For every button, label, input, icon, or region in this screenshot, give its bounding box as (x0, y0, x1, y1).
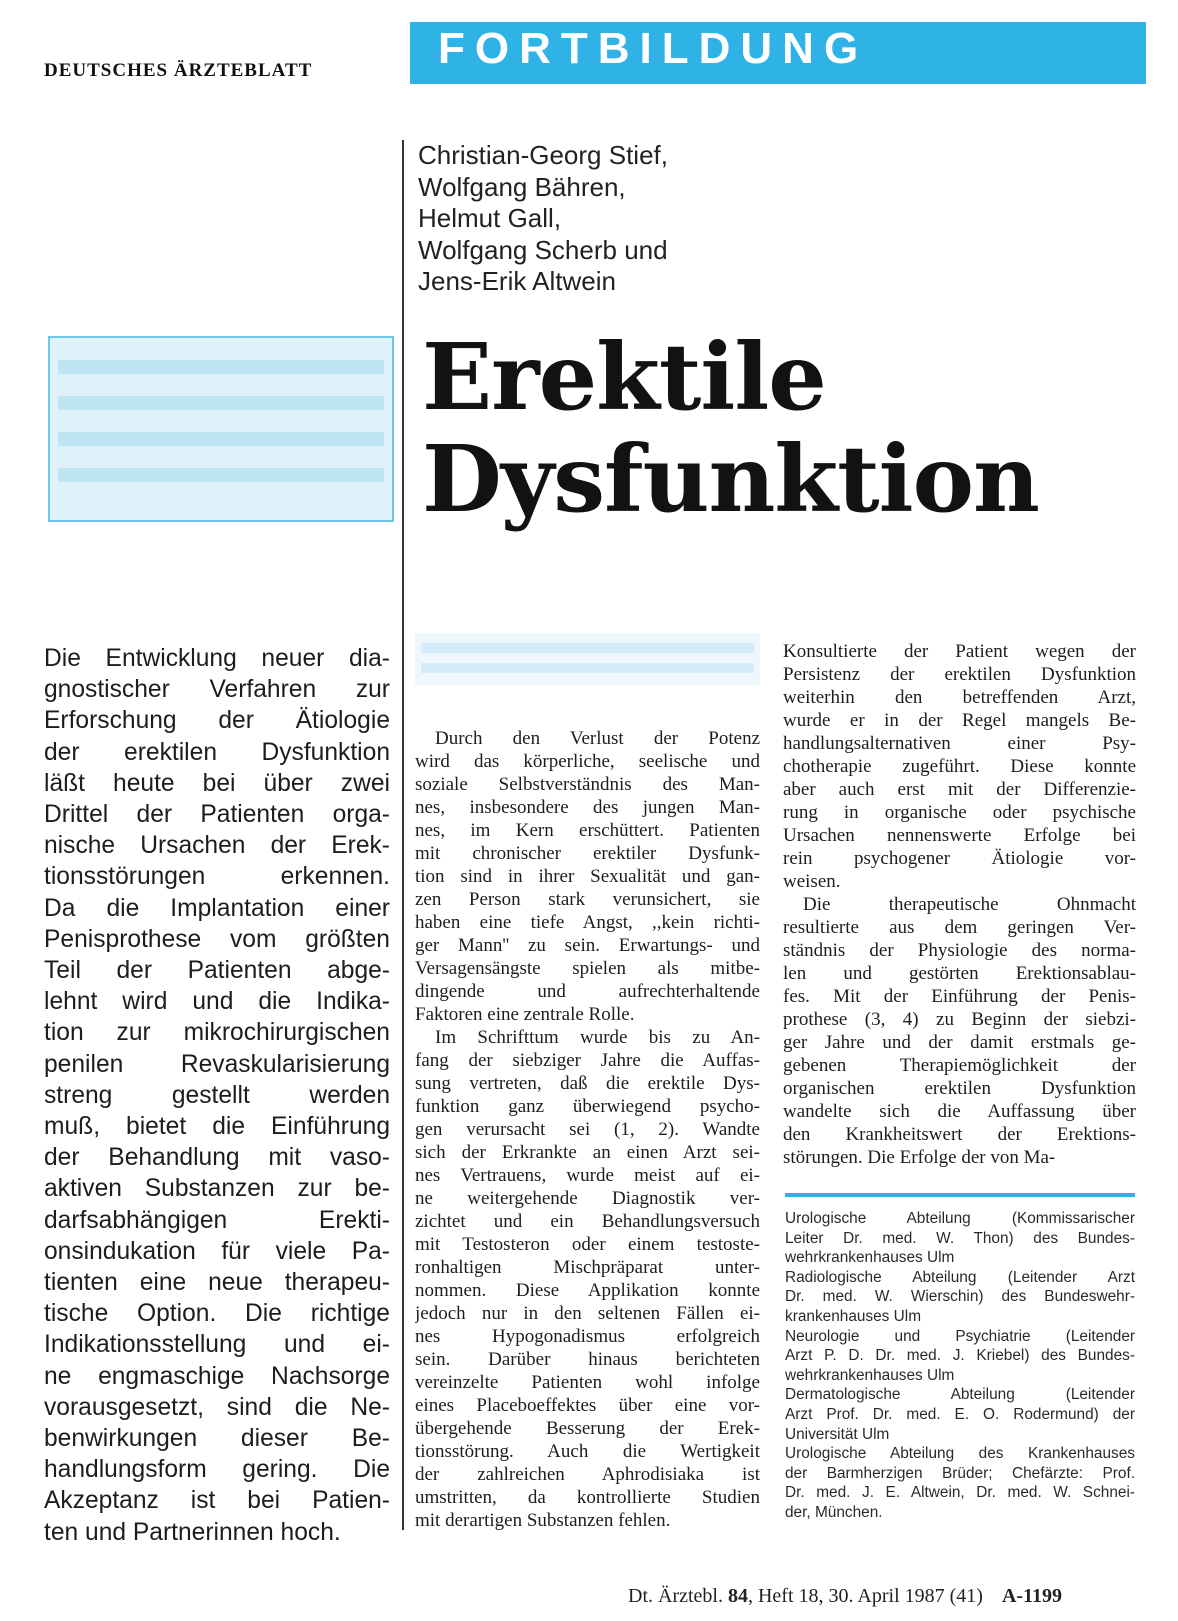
text-line: weiterhin den betreffenden Arzt, (783, 687, 1136, 708)
text-line: nes Vertrauens, wurde meist auf ei- (415, 1165, 760, 1186)
text-line: fes. Mit der Einführung der Penis- (783, 986, 1136, 1007)
text-line: ständnis der Physiologie des norma- (783, 940, 1136, 961)
text-line: gen verursacht sei (1, 2). Wandte (415, 1119, 760, 1140)
affiliation-rule (785, 1193, 1135, 1197)
text-line: resultierte aus dem geringen Ver- (783, 917, 1136, 938)
section-banner (410, 22, 1146, 84)
author-name: Jens-Erik Altwein (418, 266, 616, 296)
text-line: Arzt Prof. Dr. med. E. O. Rodermund) der (785, 1405, 1135, 1423)
text-line: aber auch erst mit der Differenzie- (783, 779, 1136, 800)
text-line: tionsstörung. Auch die Wertigkeit (415, 1441, 760, 1462)
text-line: benwirkungen dieser Be- (44, 1425, 390, 1453)
text-line: Durch den Verlust der Potenz (435, 728, 760, 749)
text-line: handlungsalternativen einer Psy- (783, 733, 1136, 754)
text-line: sein. Darüber hinaus berichteten (415, 1349, 760, 1370)
text-line: prothese (3, 4) zu Beginn der siebzi- (783, 1009, 1136, 1030)
text-line: aktiven Substanzen zur be- (44, 1175, 390, 1203)
text-line: sung vertreten, daß die erektile Dys- (415, 1073, 760, 1094)
text-line: lehnt wird und die Indika- (44, 988, 390, 1016)
text-line: ger Mann'' zu sein. Erwartungs- und (415, 935, 760, 956)
text-line: Drittel der Patienten orga- (44, 801, 390, 829)
text-line: haben eine tiefe Angst, ,,kein richti- (415, 912, 760, 933)
text-line: ger Jahre und der damit erstmals ge- (783, 1032, 1136, 1053)
body-column-3 (783, 640, 1136, 1169)
text-line: übergehende Besserung der Erek- (415, 1418, 760, 1439)
text-line: tionsstörungen erkennen. (44, 863, 390, 891)
text-line: tische Option. Die richtige (44, 1300, 390, 1328)
text-line: ne weitergehende Diagnostik ver- (415, 1188, 760, 1209)
text-line: Ursachen nennenswerte Erfolge bei (783, 825, 1136, 846)
text-line: mit Testosteron oder einem testoste- (415, 1234, 760, 1255)
text-line: läßt heute bei über zwei (44, 769, 390, 797)
text-line: Dr. med. J. E. Altwein, Dr. med. W. Schnei- (785, 1484, 1135, 1502)
text-line: Die therapeutische Ohnmacht (803, 894, 1136, 915)
author-name: Christian-Georg Stief, (418, 140, 668, 170)
text-line: der, München. (785, 1503, 883, 1521)
text-line: soziale Selbstverständnis des Man- (415, 774, 760, 795)
text-line: dingende und aufrechterhaltende (415, 981, 760, 1002)
text-line: handlungsform gering. Die (44, 1456, 390, 1484)
text-line: Versagensängste spielen als mitbe- (415, 958, 760, 979)
text-line: weisen. (783, 871, 841, 892)
author-name: Wolfgang Bähren, (418, 171, 626, 202)
author-name: Helmut Gall, (418, 203, 562, 233)
page-footer (628, 1585, 1138, 1608)
text-line: eines Placeboeffektes über eine vor- (415, 1395, 760, 1416)
show-through-box (415, 633, 760, 685)
text-line: umstritten, da kontrollierte Studien (415, 1487, 760, 1508)
text-line: Akzeptanz ist bei Patien- (44, 1487, 390, 1515)
text-line: nische Ursachen der Erek- (44, 832, 390, 860)
affiliation-block (785, 1209, 1135, 1523)
text-line: Im Schrifttum wurde bis zu An- (435, 1027, 760, 1048)
text-line: gnostischer Verfahren zur (44, 676, 390, 704)
body-column-2 (415, 727, 760, 1532)
text-line: zen Person stark verunsichert, sie (415, 889, 760, 910)
text-line: Urologische Abteilung (Kommissarischer (785, 1210, 1135, 1227)
text-line: nes, im Kern erschüttert. Patienten (415, 820, 760, 841)
text-line: nes, insbesondere des jungen Man- (415, 797, 760, 818)
text-line: nommen. Diese Applikation konnte (415, 1280, 760, 1301)
text-line: wehrkrankenhauses Ulm (785, 1366, 955, 1384)
show-through-box (48, 336, 394, 522)
author-list (418, 140, 758, 298)
text-line: tienten eine neue therapeu- (44, 1269, 390, 1297)
text-line: krankenhauses Ulm (785, 1307, 922, 1325)
text-line: Erforschung der Ätiologie (44, 707, 390, 735)
text-line: wehrkrankenhauses Ulm (785, 1249, 955, 1267)
text-line: Leiter Dr. med. W. Thon) des Bundes- (785, 1229, 1135, 1247)
column-divider (402, 140, 404, 1530)
text-line: Neurologie und Psychiatrie (Leitender (785, 1327, 1135, 1345)
text-line: gebenen Therapiemöglichkeit der (783, 1055, 1136, 1076)
text-line: Radiologische Abteilung (Leitender Arzt (785, 1268, 1135, 1286)
text-line: der erektilen Dysfunktion (44, 738, 390, 766)
title-line: Dysfunktion (422, 425, 1039, 533)
text-line: Teil der Patienten abge- (44, 957, 390, 985)
text-line: ten und Partnerinnen hoch. (44, 1518, 341, 1546)
text-line: onsindukation für viele Pa- (44, 1237, 390, 1265)
text-line: vorausgesetzt, sind die Ne- (44, 1393, 390, 1421)
text-line: der Behandlung mit vaso- (44, 1144, 390, 1172)
text-line: vereinzelte Patienten wohl infolge (415, 1372, 760, 1393)
text-line: zichtet und ein Behandlungsversuch (415, 1211, 760, 1232)
text-line: störungen. Die Erfolge der von Ma- (783, 1147, 1056, 1168)
text-line: rein psychogener Ätiologie vor- (783, 848, 1136, 869)
text-line: penilen Revaskularisierung (44, 1050, 390, 1078)
text-line: len und gestörten Erektionsablau- (783, 963, 1136, 984)
text-line: chotherapie zugeführt. Diese konnte (783, 756, 1136, 777)
text-line: fang der siebziger Jahre die Auffas- (415, 1050, 760, 1071)
text-line: Universität Ulm (785, 1425, 890, 1443)
text-line: streng gestellt werden (44, 1081, 390, 1109)
text-line: der Barmherzigen Brüder; Chefärzte: Prof. (785, 1464, 1135, 1482)
title-line: Erektile (422, 323, 826, 431)
text-line: Dr. med. W. Wierschin) des Bundeswehr- (785, 1288, 1135, 1306)
text-line: darfsabhängigen Erekti- (44, 1206, 390, 1234)
footer-journal: Dt. Ärztebl. (628, 1585, 723, 1607)
text-line: Persistenz der erektilen Dysfunktion (783, 664, 1136, 685)
text-line: sich der Erkrankte an einen Arzt sei- (415, 1142, 760, 1163)
text-line: den Krankheitswert der Erektions- (783, 1124, 1136, 1145)
text-line: Penisprothese vom größten (44, 925, 390, 953)
text-line: funktion ganz überwiegend psycho- (415, 1096, 760, 1117)
text-line: Da die Implantation einer (44, 894, 390, 922)
text-line: mit chronischer erektiler Dysfunk- (415, 843, 760, 864)
text-line: Dermatologische Abteilung (Leitender (785, 1386, 1135, 1404)
footer-issue: , Heft 18, 30. April 1987 (41) (747, 1585, 983, 1607)
text-line: wurde er in der Regel mangels Be- (783, 710, 1136, 731)
text-line: rung in organische oder psychische (783, 802, 1136, 823)
masthead: DEUTSCHES ÄRZTEBLATT (44, 60, 313, 81)
text-line: ne engmaschige Nachsorge (44, 1362, 390, 1390)
footer-page-number: A-1199 (1001, 1585, 1062, 1607)
text-line: Konsultierte der Patient wegen der (783, 641, 1136, 662)
text-line: tion sind in ihrer Sexualität und gan- (415, 866, 760, 887)
article-title (422, 323, 1142, 533)
text-line: nes Hypogonadismus erfolgreich (415, 1326, 760, 1347)
author-name: Wolfgang Scherb und (418, 234, 668, 265)
text-line: wird das körperliche, seelische und (415, 751, 760, 772)
text-line: mit derartigen Substanzen fehlen. (415, 1510, 671, 1531)
text-line: organischen erektilen Dysfunktion (783, 1078, 1136, 1099)
text-line: der zahlreichen Aphrodisiaka ist (415, 1464, 760, 1485)
text-line: wandelte sich die Auffassung über (783, 1101, 1136, 1122)
section-label: FORTBILDUNG (438, 24, 869, 73)
text-line: Die Entwicklung neuer dia- (44, 645, 390, 672)
text-line: Faktoren eine zentrale Rolle. (415, 1004, 635, 1025)
text-line: jedoch nur in den seltenen Fällen ei- (415, 1303, 760, 1324)
text-line: Urologische Abteilung des Krankenhauses (785, 1445, 1135, 1463)
text-line: muß, bietet die Einführung (44, 1113, 390, 1141)
footer-volume: 84 (727, 1585, 748, 1607)
text-line: Indikationsstellung und ei- (44, 1331, 390, 1359)
lead-paragraph (44, 643, 390, 1548)
text-line: tion zur mikrochirurgischen (44, 1019, 390, 1047)
text-line: Arzt P. D. Dr. med. J. Kriebel) des Bundes- (785, 1347, 1135, 1365)
text-line: ronhaltigen Mischpräparat unter- (415, 1257, 760, 1278)
